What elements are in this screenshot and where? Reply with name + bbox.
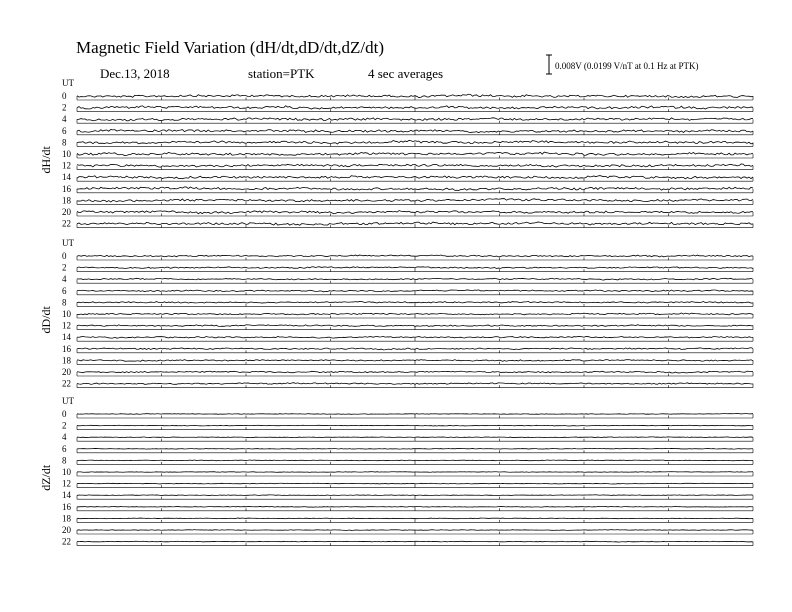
trace-line [77, 414, 753, 415]
row-hour-label: 8 [62, 137, 67, 148]
row-hour-label: 2 [62, 102, 67, 113]
trace-line [77, 325, 753, 327]
trace-line [77, 348, 753, 350]
station-label: station=PTK [248, 66, 315, 81]
row-hour-label: 16 [62, 183, 71, 194]
trace-line [77, 495, 753, 496]
row-hour-label: 14 [62, 332, 71, 343]
trace-line [77, 301, 753, 303]
row-hour-label: 12 [62, 320, 71, 331]
row-hour-label: 4 [62, 114, 67, 125]
row-hour-label: 8 [62, 455, 67, 466]
trace-line [77, 106, 753, 109]
row-hour-label: 6 [62, 443, 67, 454]
row-hour-label: 4 [62, 274, 67, 285]
ut-label: UT [62, 238, 74, 248]
trace-line [77, 472, 753, 473]
row-hour-label: 22 [62, 536, 71, 547]
trace-line [77, 448, 753, 449]
row-hour-label: 2 [62, 420, 67, 431]
row-hour-label: 0 [62, 91, 67, 101]
row-hour-label: 12 [62, 478, 71, 489]
trace-line [77, 278, 753, 280]
trace-line [77, 437, 753, 438]
row-hour-label: 10 [62, 309, 71, 319]
row-hour-label: 0 [62, 251, 67, 261]
row-hour-label: 8 [62, 297, 67, 308]
row-hour-label: 16 [62, 343, 71, 354]
row-hour-label: 14 [62, 172, 71, 183]
row-hour-label: 4 [62, 432, 67, 443]
row-hour-label: 22 [62, 218, 71, 229]
averaging-label: 4 sec averages [368, 66, 444, 81]
chart-title: Magnetic Field Variation (dH/dt,dD/dt,dZ/dt) [76, 38, 385, 57]
row-hour-label: 10 [62, 149, 71, 159]
row-hour-label: 14 [62, 490, 71, 501]
row-hour-label: 20 [62, 525, 71, 535]
trace-line [77, 530, 753, 531]
row-hour-label: 2 [62, 262, 67, 273]
ut-label: UT [62, 78, 74, 88]
ut-label: UT [62, 396, 74, 406]
row-hour-label: 0 [62, 409, 67, 419]
panel-ylabel: dZ/dt [39, 464, 53, 491]
row-hour-label: 20 [62, 207, 71, 217]
panel-ylabel: dD/dt [39, 306, 53, 334]
row-hour-label: 22 [62, 378, 71, 389]
trace-line [77, 425, 753, 426]
row-hour-label: 6 [62, 285, 67, 296]
row-hour-label: 12 [62, 160, 71, 171]
panel-ylabel: dH/dt [39, 146, 53, 174]
trace-line [77, 460, 753, 461]
row-hour-label: 20 [62, 367, 71, 377]
row-hour-label: 10 [62, 467, 71, 477]
scale-label: 0.008V (0.0199 V/nT at 0.1 Hz at PTK) [555, 61, 699, 71]
row-hour-label: 6 [62, 125, 67, 136]
row-hour-label: 18 [62, 513, 71, 524]
date-label: Dec.13, 2018 [100, 66, 170, 81]
row-hour-label: 16 [62, 501, 71, 512]
trace-line [77, 518, 753, 519]
row-hour-label: 18 [62, 195, 71, 206]
row-hour-label: 18 [62, 355, 71, 366]
trace-line [77, 483, 753, 484]
trace-line [77, 383, 753, 385]
